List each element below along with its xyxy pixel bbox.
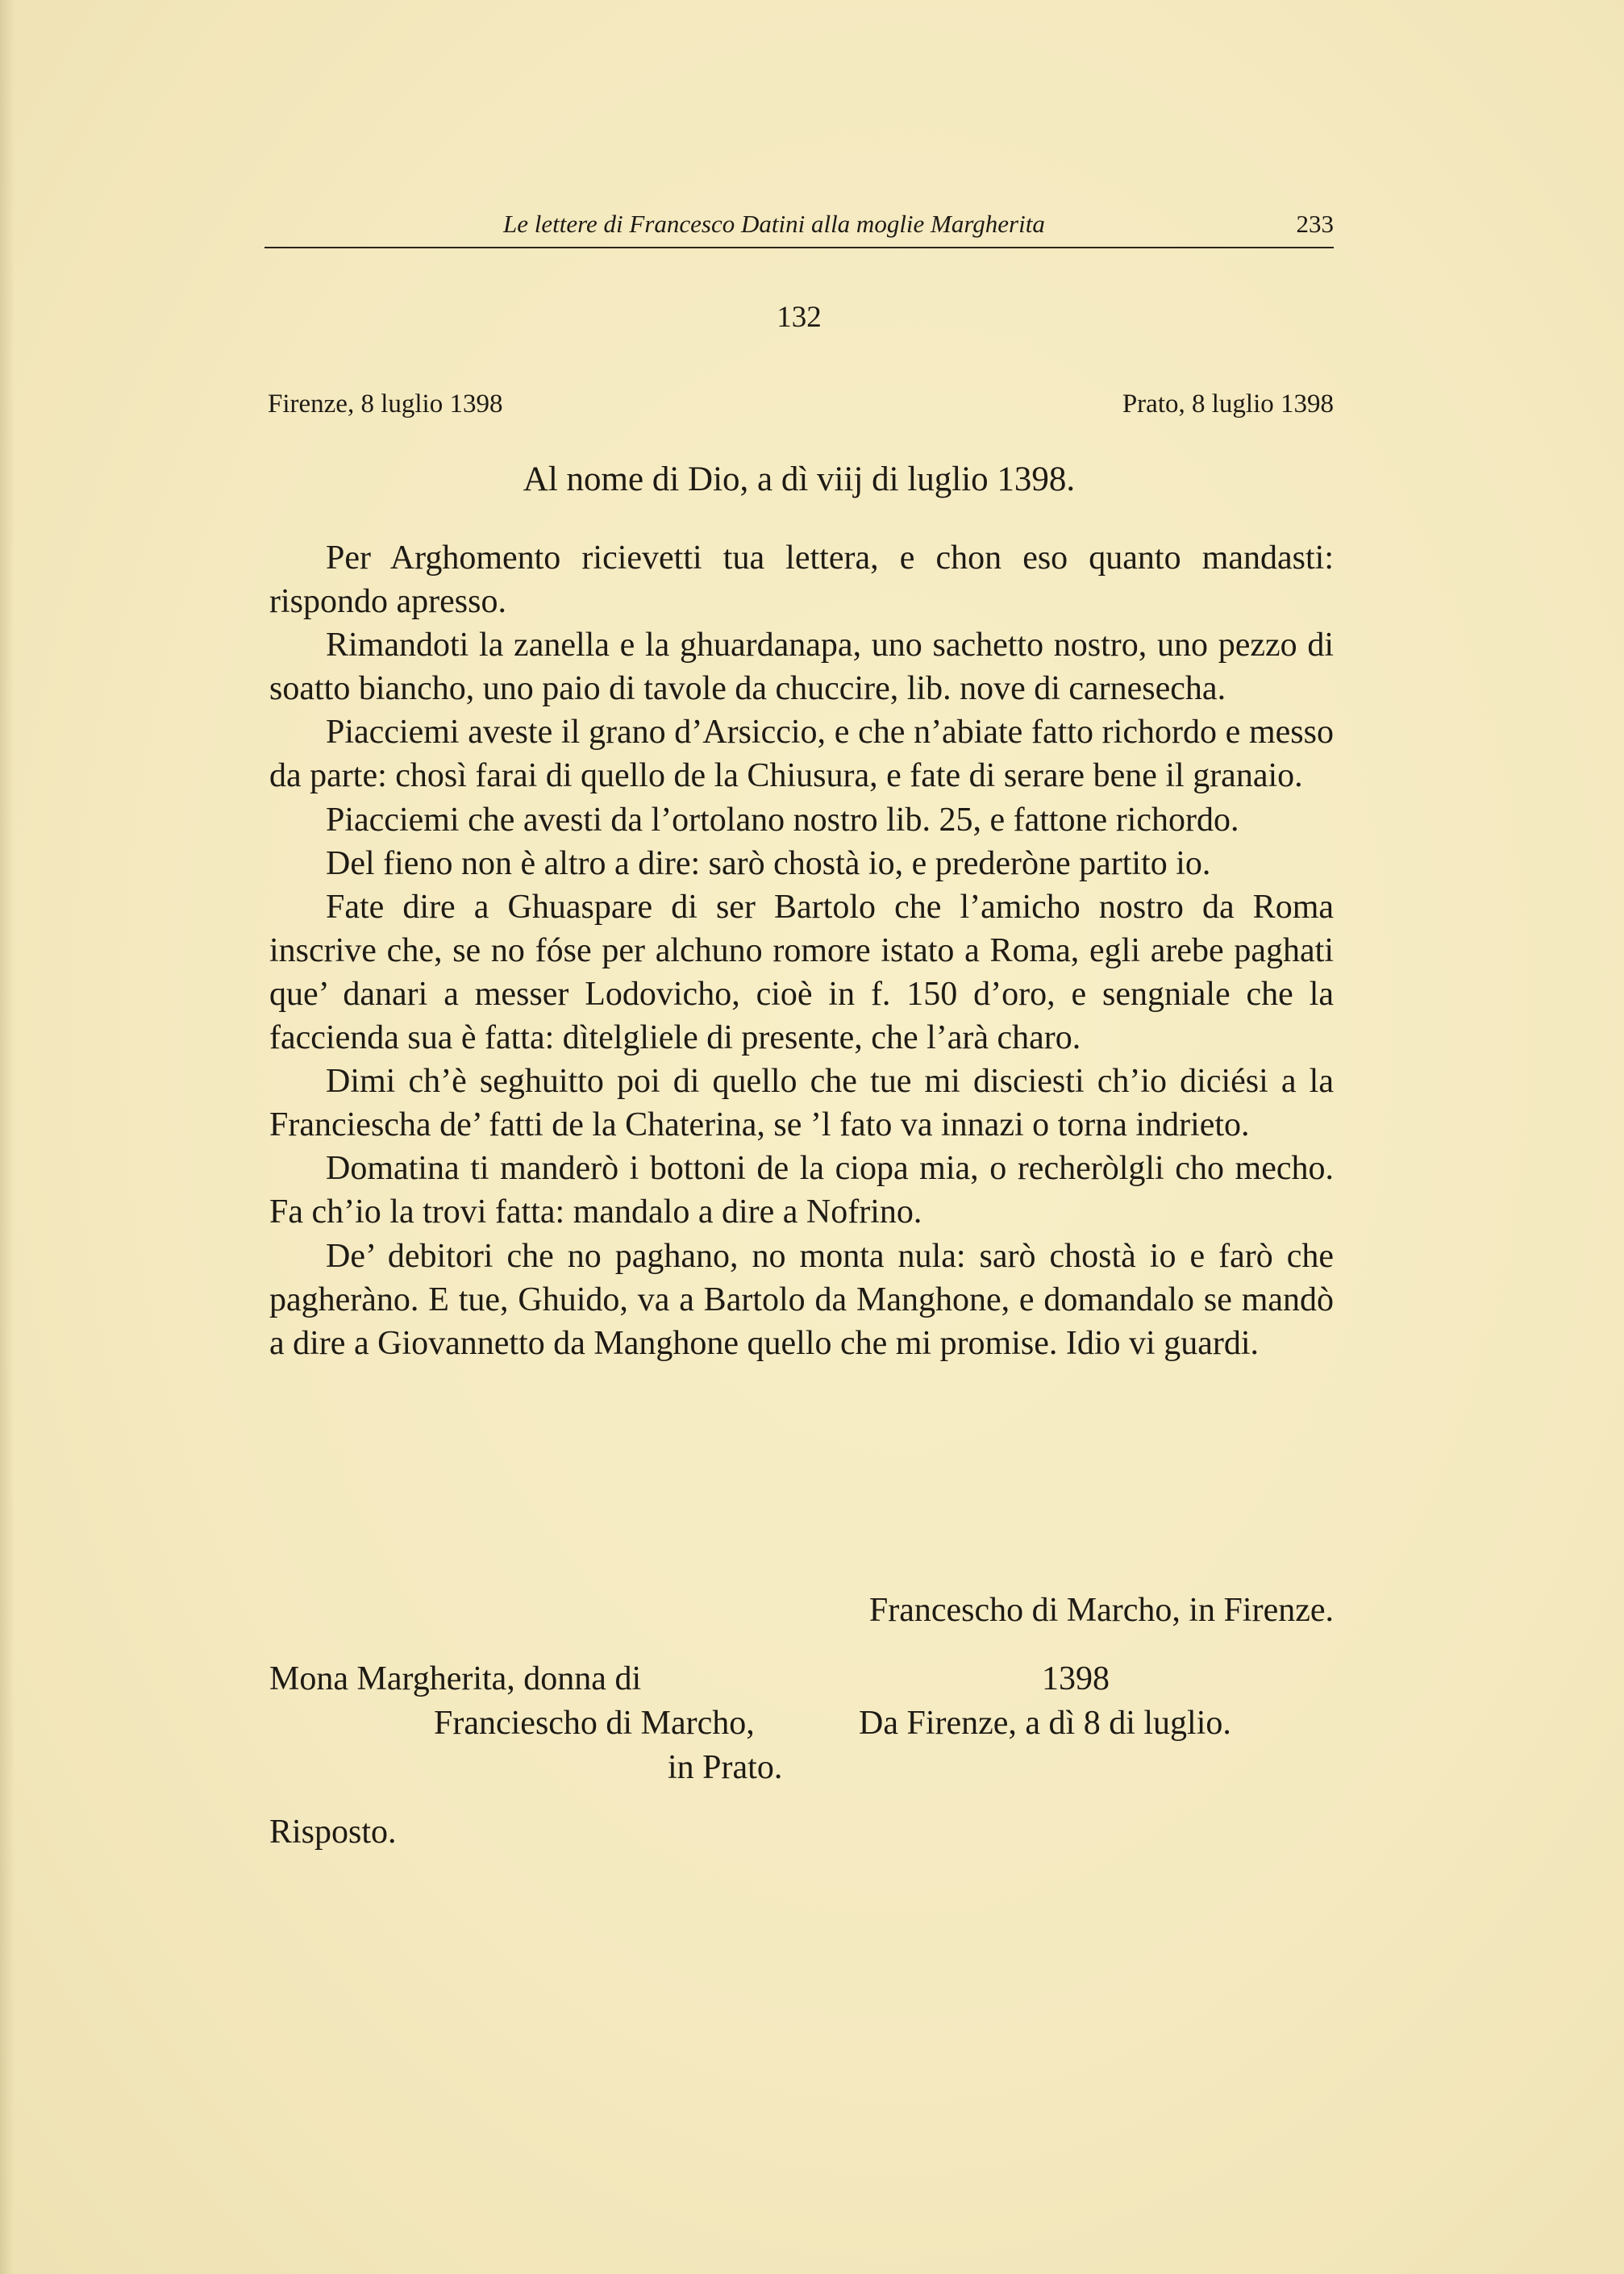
reply-note: Risposto.	[269, 1814, 397, 1851]
running-header	[264, 208, 1334, 250]
date-received: Prato, 8 luglio 1398	[1122, 389, 1334, 419]
page-gutter-shadow	[0, 0, 15, 2274]
paragraph: Piacciemi che avesti da l’ortolano nostro lib. 25, e fattone richordo.	[326, 801, 1239, 839]
endorsement-year: 1398	[1042, 1660, 1110, 1697]
paragraph: Domatina ti manderò i bottoni de la ciopa mia, o recheròlgli cho mecho. Fa ch’io la trovi fatta: mandalo a dire a Nofrino.	[269, 1150, 1334, 1231]
running-title: Le lettere di Francesco Datini alla moglie Margherita	[503, 210, 1045, 238]
endorsement-line: Da Firenze, a dì 8 di luglio.	[859, 1705, 1231, 1742]
letter-number: 132	[777, 301, 822, 334]
paragraph: De’ debitori che no paghano, no monta nula: sarò chostà io e farò che pagheràno. E tue, Ghuido, va a Bartolo da Manghone, e domandalo se mandò a dire a Giovannetto da Manghone quello che mi promise. Idio vi guardi.	[269, 1237, 1334, 1362]
address-line-3: in Prato.	[668, 1749, 783, 1786]
page-number: 233	[1296, 210, 1334, 238]
header-rule	[264, 247, 1334, 248]
paragraph: Rimandoti la zanella e la ghuardanapa, uno sachetto nostro, uno pezzo di soatto biancho, uno paio di tavole da chuccire, lib. nove di carnesecha.	[269, 627, 1334, 708]
salutation: Al nome di Dio, a dì viij di luglio 1398.	[523, 460, 1076, 498]
address-line-2: Franciescho di Marcho,	[434, 1705, 755, 1742]
paragraph: Piacciemi aveste il grano d’Arsiccio, e che n’abiate fatto richordo e messo da parte: chosì farai di quello de la Chiusura, e fate di serare bene il granaio.	[269, 714, 1334, 795]
signature: Francescho di Marcho, in Firenze.	[868, 1592, 1334, 1629]
paragraph: Fate dire a Ghuaspare di ser Bartolo che l’amicho nostro da Roma inscrive che, se no fóse per alchuno romore istato a Roma, egli arebe paghati que’ danari a messer Lodovicho, cioè in f. 150 d’oro, e sengniale che la faccienda sua è fatta: dìtelgliele di presente, che l’arà charo.	[269, 888, 1334, 1057]
paragraph: Dimi ch’è seghuitto poi di quello che tue mi disciesti ch’io diciési a la Franciescha de’ fatti de la Chaterina, se ’l fato va innazi o torna indrieto.	[269, 1063, 1334, 1144]
paragraph: Del fieno non è altro a dire: sarò chostà io, e prederòne partito io.	[326, 844, 1211, 882]
address-line-1: Mona Margherita, donna di	[269, 1660, 642, 1697]
letter-body	[269, 536, 1334, 1365]
paragraph: Per Arghomento ricievetti tua lettera, e chon eso quanto mandasti: rispondo apresso.	[269, 539, 1334, 621]
date-sent: Firenze, 8 luglio 1398	[268, 389, 503, 419]
